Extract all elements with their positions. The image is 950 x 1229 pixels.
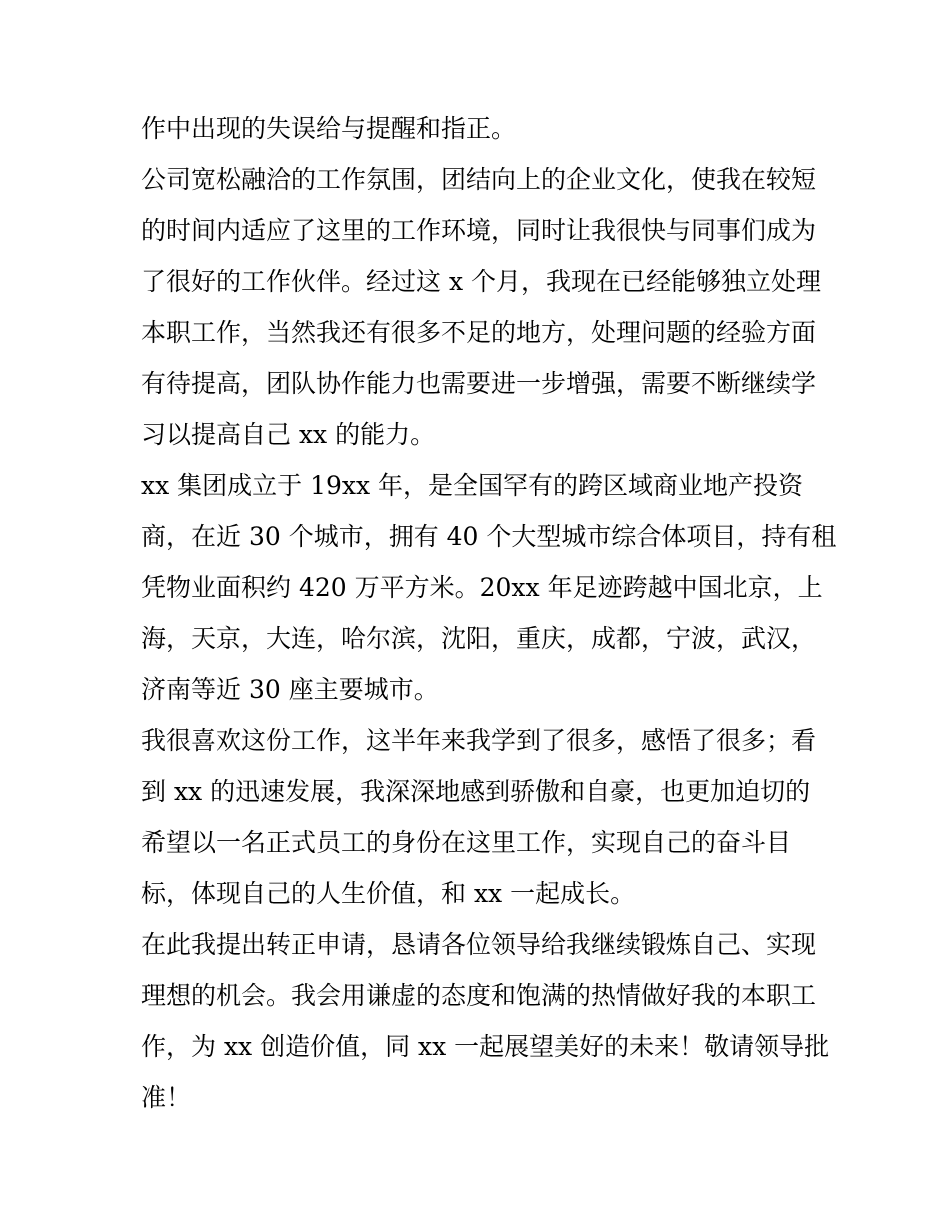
text-line: 标，体现自己的人生价值，和 xx 一起成长。 [141, 879, 636, 908]
text-line: 习以提高自己 xx 的能力。 [141, 420, 436, 449]
text-line: 希望以一名正式员工的身份在这里工作，实现自己的奋斗目 [141, 828, 792, 857]
text-line: 在此我提出转正申请，恳请各位领导给我继续锻炼自己、实现 [141, 930, 817, 959]
text-line: 本职工作，当然我还有很多不足的地方，处理问题的经验方面 [141, 318, 817, 347]
text-line: 济南等近 30 座主要城市。 [141, 675, 439, 704]
text-line: 海，天京，大连，哈尔滨，沈阳，重庆，成都，宁波，武汉， [141, 624, 817, 653]
text-line: 到 xx 的迅速发展，我深深地感到骄傲和自豪，也更加迫切的 [141, 777, 811, 806]
text-line: xx 集团成立于 19xx 年，是全国罕有的跨区域商业地产投资 [141, 471, 804, 500]
text-line: 公司宽松融洽的工作氛围，团结向上的企业文化，使我在较短 [141, 165, 817, 194]
text-line: 准！ [141, 1083, 192, 1112]
text-line: 商，在近 30 个城市，拥有 40 个大型城市综合体项目，持有租 [141, 522, 837, 551]
text-line: 的时间内适应了这里的工作环境，同时让我很快与同事们成为 [141, 216, 817, 245]
text-line: 有待提高，团队协作能力也需要进一步增强，需要不断继续学 [141, 369, 817, 398]
text-line: 作中出现的失误给与提醒和指正。 [141, 114, 517, 143]
text-line: 我很喜欢这份工作，这半年来我学到了很多，感悟了很多；看 [141, 726, 817, 755]
text-line: 凭物业面积约 420 万平方米。20xx 年足迹跨越中国北京，上 [141, 573, 823, 602]
text-line: 作，为 xx 创造价值，同 xx 一起展望美好的未来！敬请领导批 [141, 1032, 830, 1061]
text-line: 了很好的工作伙伴。经过这 x 个月，我现在已经能够独立处理 [141, 267, 821, 296]
text-line: 理想的机会。我会用谦虚的态度和饱满的热情做好我的本职工 [141, 981, 817, 1010]
